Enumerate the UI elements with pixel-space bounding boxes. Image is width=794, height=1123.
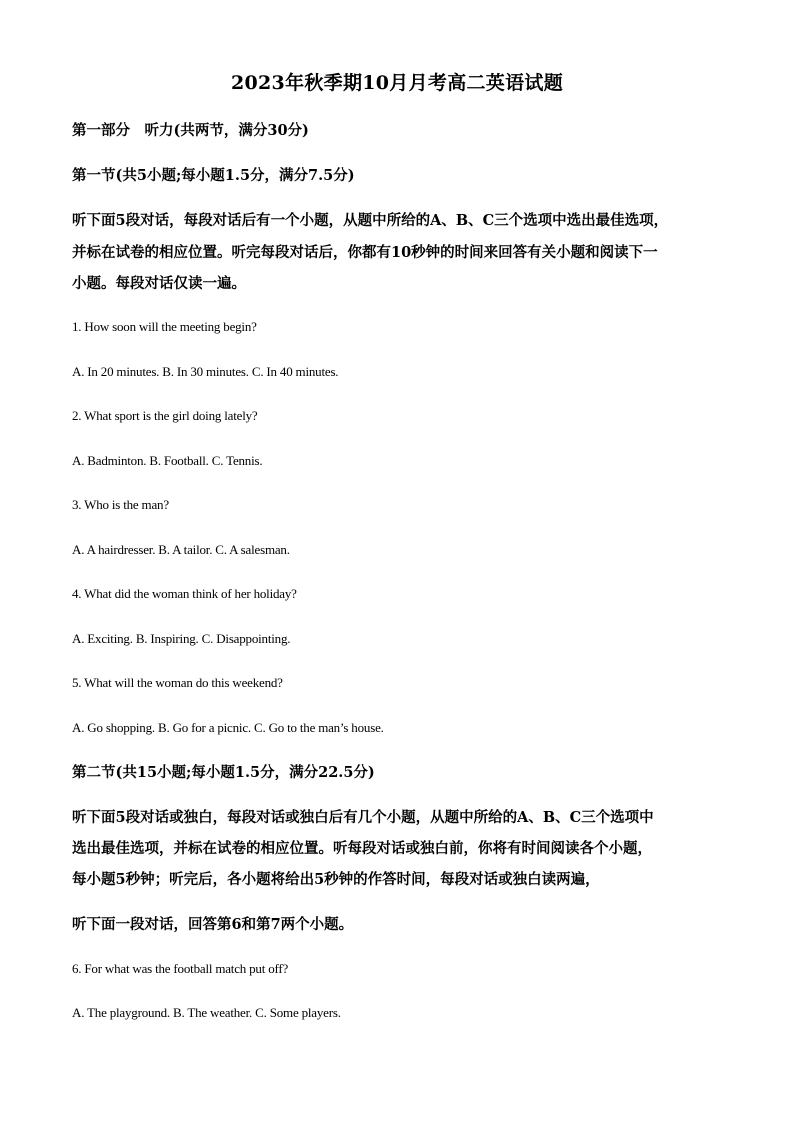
- question-stem: 1. How soon will the meeting begin?: [72, 319, 257, 334]
- instruction-line: 听下面5段对话，每段对话后有一个小题，从题中所给的A、B、C三个选项中选出最佳选项，: [72, 212, 669, 229]
- question-options: A. Exciting. B. Inspiring. C. Disappointing.: [72, 631, 291, 646]
- instruction-line: 每小题5秒钟；听完后，各小题将给出5秒钟的作答时间，每段对话或独白读两遍，: [72, 871, 600, 888]
- question-options: A. Badminton. B. Football. C. Tennis.: [72, 453, 263, 468]
- question-stem: 2. What sport is the girl doing lately?: [72, 408, 258, 423]
- question-stem: 5. What will the woman do this weekend?: [72, 675, 283, 690]
- question-options: A. In 20 minutes. B. In 30 minutes. C. In 40 minutes.: [72, 364, 339, 379]
- question-stem: 6. For what was the football match put off?: [72, 961, 289, 976]
- page-title: 2023年秋季期10月月考高二英语试题: [230, 72, 564, 94]
- part1-heading: 第一部分 听力(共两节，满分30分): [72, 122, 309, 139]
- group-intro: 听下面一段对话，回答第6和第7两个小题。: [72, 916, 354, 933]
- question-stem: 3. Who is the man?: [72, 497, 169, 512]
- instruction-line: 并标在试卷的相应位置。听完每段对话后，你都有10秒钟的时间来回答有关小题和阅读下一: [72, 244, 658, 261]
- instruction-line: 听下面5段对话或独白，每段对话或独白后有几个小题，从题中所给的A、B、C三个选项中: [72, 809, 654, 826]
- section2-heading: 第二节(共15小题;每小题1.5分，满分22.5分): [72, 764, 375, 781]
- question-options: A. The playground. B. The weather. C. Some players.: [72, 1005, 341, 1020]
- section1-heading: 第一节(共5小题;每小题1.5分，满分7.5分): [72, 167, 355, 184]
- instruction-line: 选出最佳选项，并标在试卷的相应位置。听每段对话或独白前，你将有时间阅读各个小题，: [72, 840, 652, 857]
- question-options: A. A hairdresser. B. A tailor. C. A salesman.: [72, 542, 290, 557]
- question-options: A. Go shopping. B. Go for a picnic. C. Go to the man’s house.: [72, 720, 384, 735]
- question-stem: 4. What did the woman think of her holiday?: [72, 586, 297, 601]
- instruction-line: 小题。每段对话仅读一遍。: [72, 275, 246, 292]
